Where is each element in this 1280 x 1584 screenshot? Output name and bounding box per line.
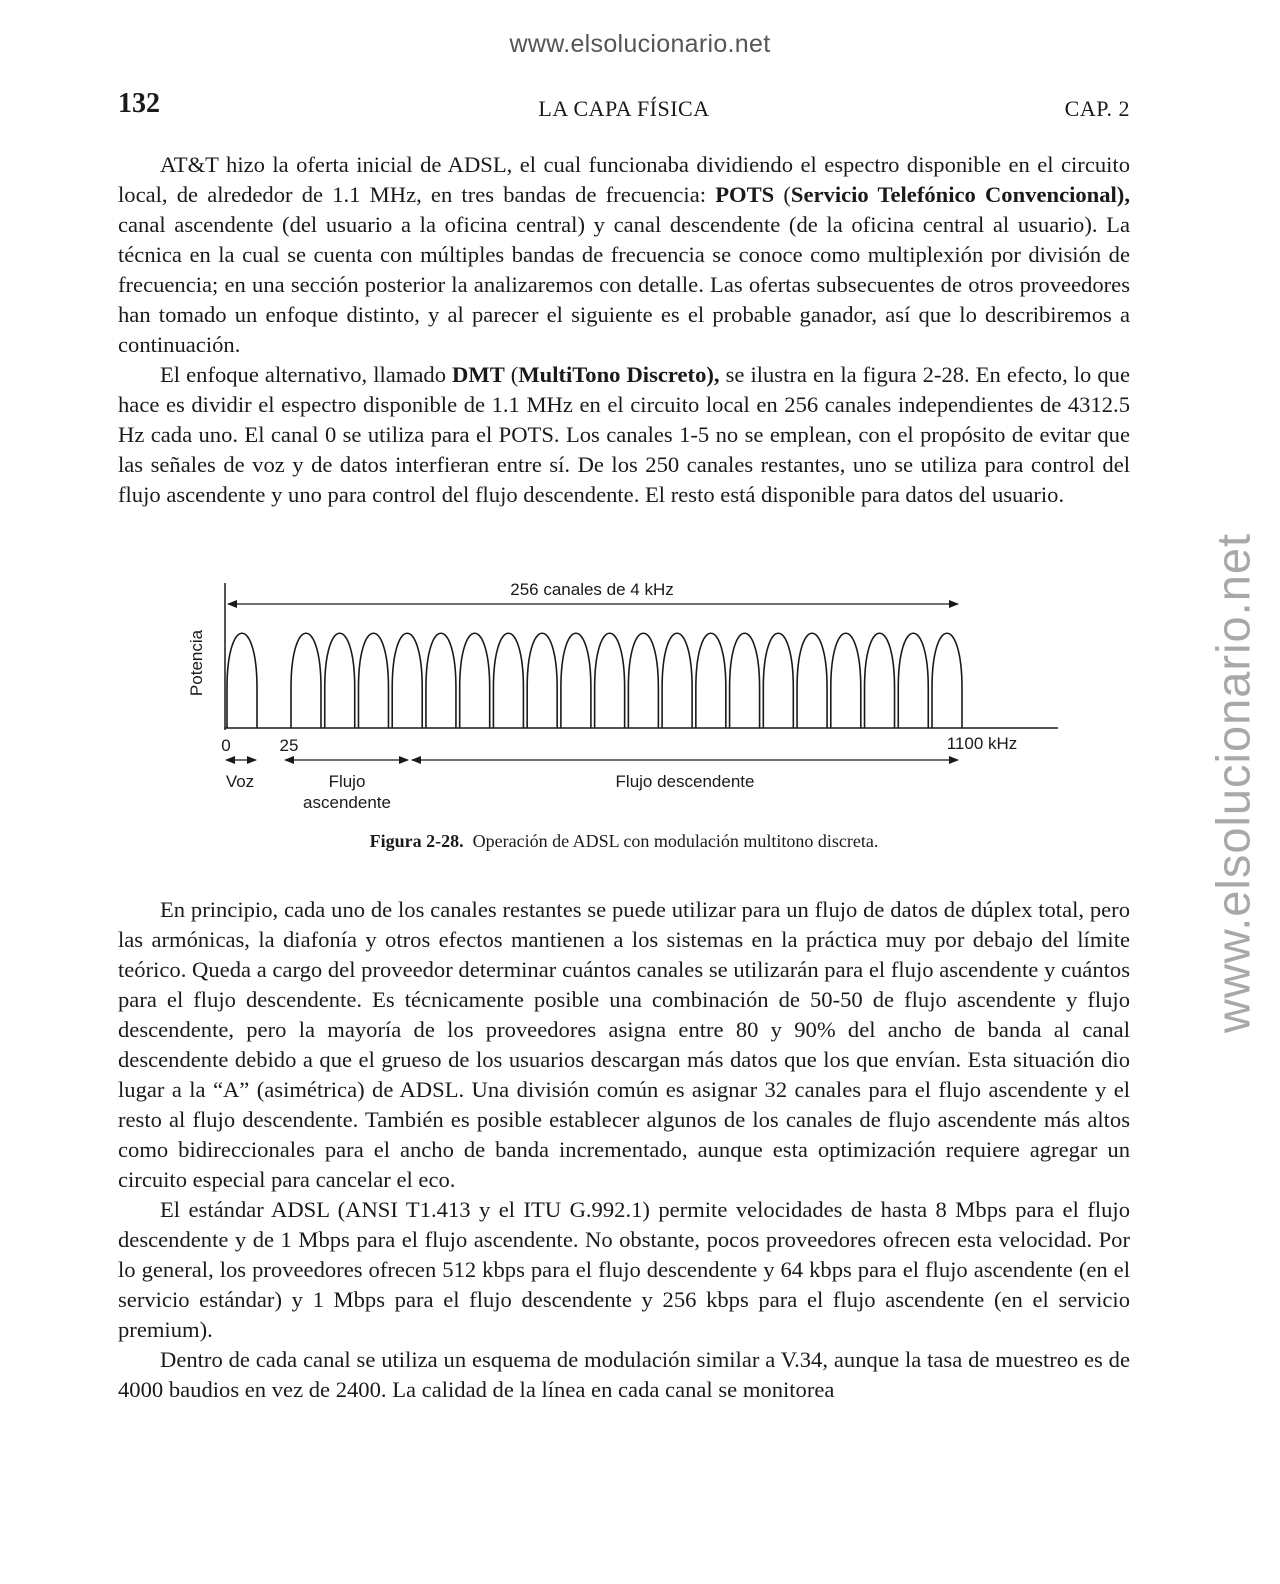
- caption-text: Operación de ADSL con modulación multitono discreta.: [472, 831, 879, 851]
- channel-arch: [426, 633, 456, 728]
- bold-term: Servicio Telefónico Convencional),: [790, 182, 1130, 207]
- caption-label: Figura 2-28.: [369, 831, 464, 851]
- text-run: se ilustra en la figura 2-28. En efecto, lo que hace es dividir el espectro disponible de 1.1 MHz en el circuito local en 256 canales independientes de 4312.5 Hz cada uno. El canal 0 se utiliza para el POTS. Los canales 1-5 no se emplean, con el propósito de evitar que las señales de voz y de datos interfieran entre sí. De los 250 canales restantes, uno se utiliza para control del flujo ascendente y uno para control del flujo descendente. El resto está disponible para datos del usuario.: [118, 362, 1130, 507]
- y-axis-label: Potencia: [187, 629, 206, 697]
- channel-arch: [898, 633, 928, 728]
- channel-arch: [865, 633, 895, 728]
- running-title: LA CAPA FÍSICA: [538, 96, 710, 121]
- tick-0: 0: [221, 736, 231, 755]
- text-run: El enfoque alternativo, llamado: [160, 362, 453, 387]
- tick-25: 25: [279, 736, 299, 755]
- channel-arch: [460, 633, 490, 728]
- page-number: 132: [118, 88, 160, 119]
- channel-arch: [561, 633, 591, 728]
- channel-arch: [662, 633, 692, 728]
- text-block-bottom: [118, 895, 1130, 1405]
- watermark-top: www.elsolucionario.net: [509, 30, 771, 58]
- range-label-voz: Voz: [225, 772, 255, 791]
- range-label-upstream-line1: Flujo: [328, 772, 366, 791]
- channel-arch: [527, 633, 557, 728]
- text-run: Dentro de cada canal se utiliza un esquema de modulación similar a V.34, aunque la tasa de muestreo es de 4000 baudios en vez de 2400. La calidad de la línea en cada canal se monitorea: [118, 1347, 1130, 1402]
- bold-term: DMT: [452, 362, 505, 387]
- tick-1100: 1100 kHz: [946, 734, 1018, 753]
- channel-arch: [730, 633, 760, 728]
- text-run: (: [774, 182, 791, 207]
- watermark-side: www.elsolucionario.net: [1206, 532, 1260, 1034]
- channel-arch: [797, 633, 827, 728]
- text-run: En principio, cada uno de los canales restantes se puede utilizar para un flujo de datos de dúplex total, pero las armónicas, la diafonía y otros efectos mantienen a los sistemas en la práctica muy por debajo del límite teórico. Queda a cargo del proveedor determinar cuántos canales se utilizarán para el flujo ascendente y cuántos para el flujo descendente. Es técnicamente posible una combinación de 50-50 de flujo ascendente y flujo descendente, pero la mayoría de los proveedores asigna entre 80 y 90% del ancho de banda al canal descendente debido a que el grueso de los usuarios descargan más datos que los que envían. Esta situación dio lugar a la “A” (asimétrica) de ADSL. Una división común es asignar 32 canales para el flujo ascendente y el resto al flujo descendente. También es posible establecer algunos de los canales de flujo ascendente más altos como bidireccionales para el ancho de banda incrementado, aunque esta optimización requiere agregar un circuito especial para cancelar el eco.: [118, 897, 1130, 1192]
- top-range-label: 256 canales de 4 kHz: [510, 580, 674, 599]
- paragraph: [118, 895, 1130, 1195]
- paragraph: [118, 1345, 1130, 1405]
- paragraph: [118, 1195, 1130, 1345]
- channel-arch: [493, 633, 523, 728]
- channel-arch: [325, 633, 355, 728]
- text-run: AT&T hizo la oferta inicial de ADSL, el cual funcionaba dividiendo el espectro disponible en el circuito local, de alrededor de 1.1 MHz, en tres bandas de frecuencia:: [118, 152, 1130, 207]
- channel-arch: [831, 633, 861, 728]
- channel-arch: [763, 633, 793, 728]
- range-label-downstream: Flujo descendente: [615, 772, 755, 791]
- channel-arch: [291, 633, 321, 728]
- channel-arch: [696, 633, 726, 728]
- text-run: El estándar ADSL (ANSI T1.413 y el ITU G.992.1) permite velocidades de hasta 8 Mbps para el flujo descendente y de 1 Mbps para el flujo ascendente. No obstante, pocos proveedores ofrecen esta velocidad. Por lo general, los proveedores ofrecen 512 kbps para el flujo descendente y 64 kbps para el flujo ascendente (en el servicio estándar) y 1 Mbps para el flujo descendente y 256 kbps para el flujo ascendente (en el servicio premium).: [118, 1197, 1130, 1342]
- channel-arch: [227, 633, 257, 728]
- channel-arches: [227, 633, 962, 728]
- channel-arch: [628, 633, 658, 728]
- bold-term: POTS: [715, 182, 775, 207]
- channel-arch: [932, 633, 962, 728]
- chapter-label: CAP. 2: [1064, 96, 1130, 121]
- channel-arch: [392, 633, 422, 728]
- text-run: canal ascendente (del usuario a la oficina central) y canal descendente (de la oficina central al usuario). La técnica en la cual se cuenta con múltiples bandas de frecuencia se conoce como multiplexión por división de frecuencia; en una sección posterior la analizaremos con detalle. Las ofertas subsecuentes de otros proveedores han tomado un enfoque distinto, y al parecer el siguiente es el probable ganador, así que lo describiremos a continuación.: [118, 212, 1130, 357]
- bold-term: MultiTono Discreto),: [518, 362, 720, 387]
- text-run: (: [504, 362, 519, 387]
- figure-caption: [0, 831, 1248, 852]
- channel-arch: [595, 633, 625, 728]
- range-label-upstream-line2: ascendente: [303, 793, 391, 812]
- channel-arch: [358, 633, 388, 728]
